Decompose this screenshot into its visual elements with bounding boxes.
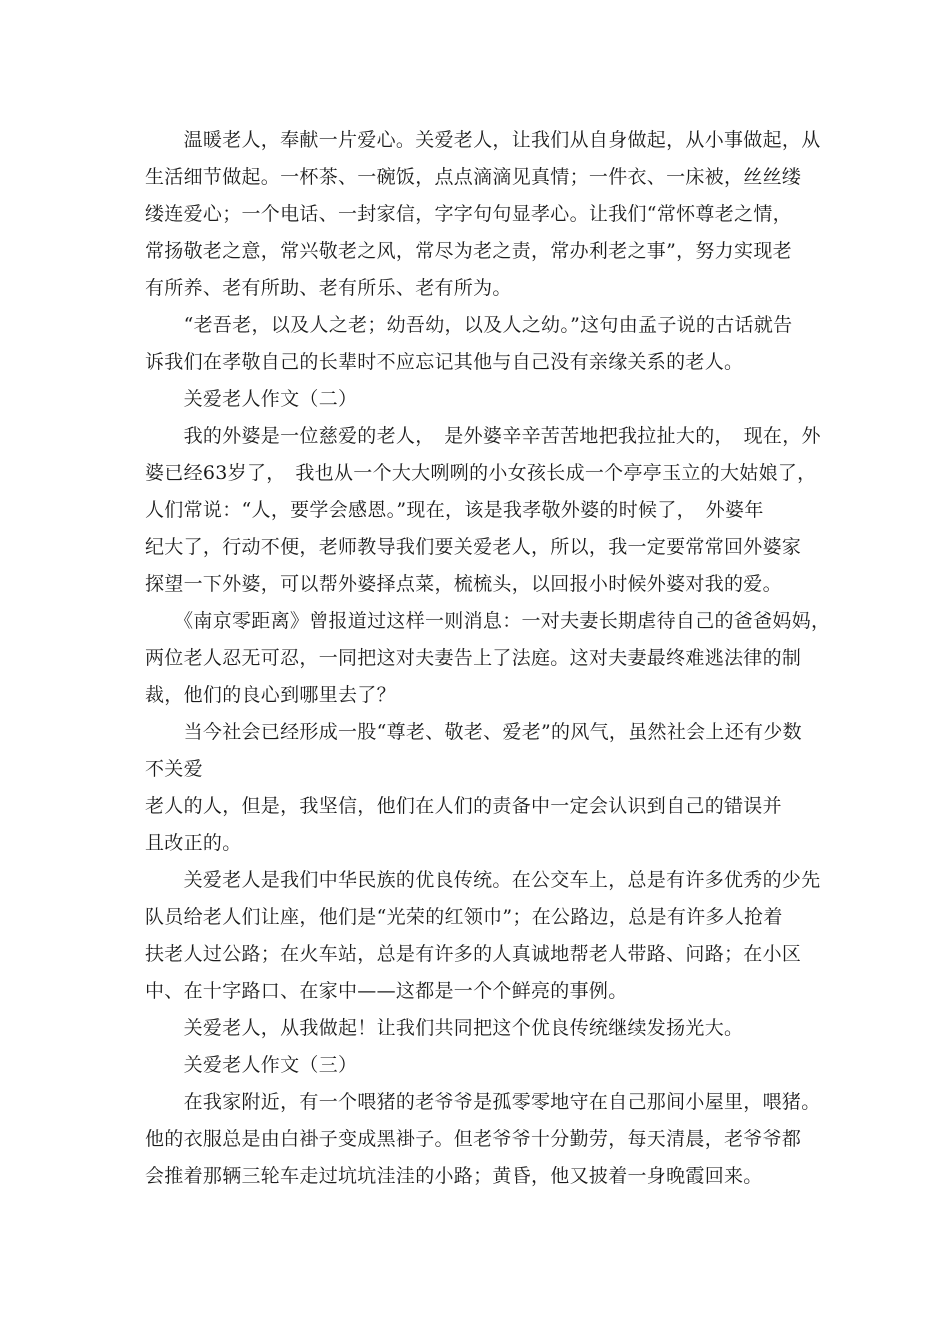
text-line: 关爱老人是我们中华民族的优良传统。在公交车上，总是有许多优秀的少先	[145, 869, 821, 891]
section-heading: 关爱老人作文（三）	[145, 1054, 358, 1076]
text-line: 人们常说：“人，要学会感恩。”现在，该是我孝敬外婆的时候了， 外婆年	[145, 499, 764, 521]
text-line: 关爱老人，从我做起！让我们共同把这个优良传统继续发扬光大。	[145, 1017, 744, 1039]
text-line: 在我家附近，有一个喂猪的老爷爷是孤零零地守在自己那间小屋里，喂猪。	[145, 1091, 821, 1113]
text-line: 婆已经63岁了， 我也从一个大大咧咧的小女孩长成一个亭亭玉立的大姑娘了，	[145, 462, 817, 484]
text-line: 中、在十字路口、在家中——这都是一个个鲜亮的事例。	[145, 980, 628, 1002]
text-line: 当今社会已经形成一股“尊老、敬老、爱老”的风气，虽然社会上还有少数	[145, 721, 802, 743]
section-heading: 关爱老人作文（二）	[145, 388, 358, 410]
text-line: 扶老人过公路；在火车站，总是有许多的人真诚地帮老人带路、问路；在小区	[145, 943, 802, 965]
text-line: 纪大了，行动不便，老师教导我们要关爱老人，所以，我一定要常常回外婆家	[145, 536, 802, 558]
text-line: 我的外婆是一位慈爱的老人， 是外婆辛辛苦苦地把我拉扯大的， 现在，外	[145, 425, 821, 447]
text-line: 不关爱	[145, 758, 203, 780]
text-line: 裁，他们的良心到哪里去了？	[145, 684, 396, 706]
text-line: 探望一下外婆，可以帮外婆择点菜，梳梳头，以回报小时候外婆对我的爱。	[145, 573, 782, 595]
text-line: 且改正的。	[145, 832, 242, 854]
text-line: 缕连爱心；一个电话、一封家信，字字句句显孝心。让我们“常怀尊老之情，	[145, 203, 792, 225]
text-line: 老人的人，但是，我坚信，他们在人们的责备中一定会认识到自己的错误并	[145, 795, 782, 817]
text-line: 有所养、老有所助、老有所乐、老有所为。	[145, 277, 512, 299]
text-line: 诉我们在孝敬自己的长辈时不应忘记其他与自己没有亲缘关系的老人。	[145, 351, 744, 373]
text-line: 两位老人忍无可忍，一同把这对夫妻告上了法庭。这对夫妻最终难逃法律的制	[145, 647, 802, 669]
text-line: 生活细节做起。一杯茶、一碗饭，点点滴滴见真情；一件衣、一床被，丝丝缕	[145, 166, 802, 188]
text-line: 《南京零距离》曾报道过这样一则消息：一对夫妻长期虐待自己的爸爸妈妈，	[145, 610, 831, 632]
text-line: “老吾老，以及人之老；幼吾幼，以及人之幼。”这句由孟子说的古话就告	[145, 314, 793, 336]
text-line: 温暖老人，奉献一片爱心。关爱老人，让我们从自身做起，从小事做起，从	[145, 129, 821, 151]
text-line: 常扬敬老之意，常兴敬老之风，常尽为老之责，常办利老之事”，努力实现老	[145, 240, 792, 262]
text-line: 队员给老人们让座，他们是“光荣的红领巾”；在公路边，总是有许多人抢着	[145, 906, 783, 928]
text-line: 会推着那辆三轮车走过坑坑洼洼的小路；黄昏，他又披着一身晚霞回来。	[145, 1165, 763, 1187]
text-line: 他的衣服总是由白褂子变成黑褂子。但老爷爷十分勤劳，每天清晨，老爷爷都	[145, 1128, 802, 1150]
